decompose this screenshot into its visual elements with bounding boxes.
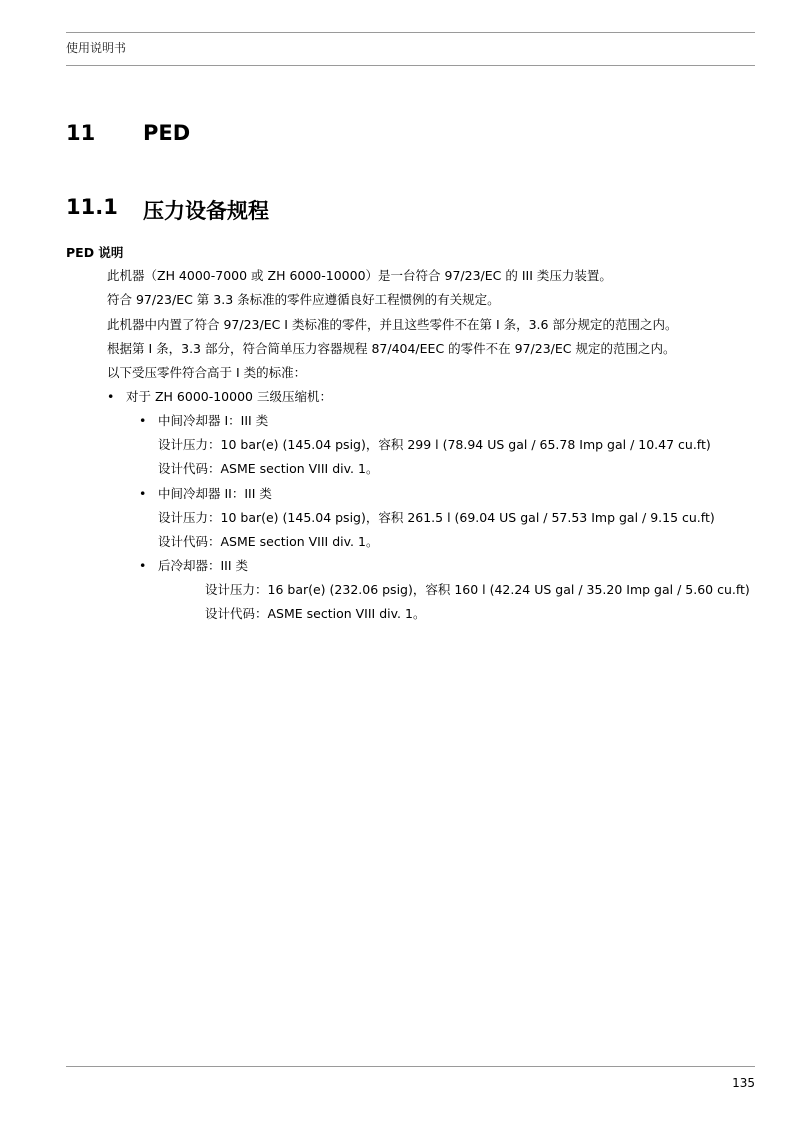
item-label: 中间冷却器 II：III 类	[158, 486, 272, 501]
header-top-rule	[66, 32, 755, 33]
item-pressure: 设计压力：10 bar(e) (145.04 psig)，容积 299 l (78.94 US gal / 65.78 Imp gal / 10.47 cu.ft)	[158, 437, 711, 452]
bullet-main: 对于 ZH 6000-10000 三级压缩机：	[126, 389, 332, 404]
item-code: 设计代码：ASME section VIII div. 1。	[158, 534, 379, 549]
paragraph: 此机器（ZH 4000-7000 或 ZH 6000-10000）是一台符合 97/23/EC 的 III 类压力装置。	[107, 268, 612, 283]
bullet-icon: •	[139, 486, 147, 501]
item-code: 设计代码：ASME section VIII div. 1。	[205, 606, 426, 621]
bullet-icon: •	[139, 413, 147, 428]
item-code: 设计代码：ASME section VIII div. 1。	[158, 461, 379, 476]
chapter-title: PED	[143, 121, 191, 145]
chapter-number: 11	[66, 121, 96, 145]
item-label: 后冷却器：III 类	[158, 558, 249, 573]
footer-rule	[66, 1066, 755, 1067]
paragraph: 此机器中内置了符合 97/23/EC I 类标准的零件，并且这些零件不在第 I 条，3.6 部分规定的范围之内。	[107, 317, 678, 332]
section-number: 11.1	[66, 195, 118, 219]
paragraph: 符合 97/23/EC 第 3.3 条标准的零件应遵循良好工程惯例的有关规定。	[107, 292, 500, 307]
section-title: 压力设备规程	[143, 199, 269, 223]
subheading: PED 说明	[66, 245, 124, 260]
page-number: 135	[732, 1076, 755, 1090]
item-pressure: 设计压力：16 bar(e) (232.06 psig)，容积 160 l (42.24 US gal / 35.20 Imp gal / 5.60 cu.ft)	[205, 582, 750, 597]
paragraph: 以下受压零件符合高于 I 类的标准：	[107, 365, 307, 380]
header-bottom-rule	[66, 65, 755, 66]
paragraph: 根据第 I 条，3.3 部分，符合简单压力容器规程 87/404/EEC 的零件不在 97/23/EC 规定的范围之内。	[107, 341, 676, 356]
running-header: 使用说明书	[66, 41, 127, 55]
bullet-icon: •	[139, 558, 147, 573]
bullet-icon: •	[107, 389, 115, 404]
item-pressure: 设计压力：10 bar(e) (145.04 psig)，容积 261.5 l (69.04 US gal / 57.53 Imp gal / 9.15 cu.ft)	[158, 510, 715, 525]
item-label: 中间冷却器 I：III 类	[158, 413, 269, 428]
